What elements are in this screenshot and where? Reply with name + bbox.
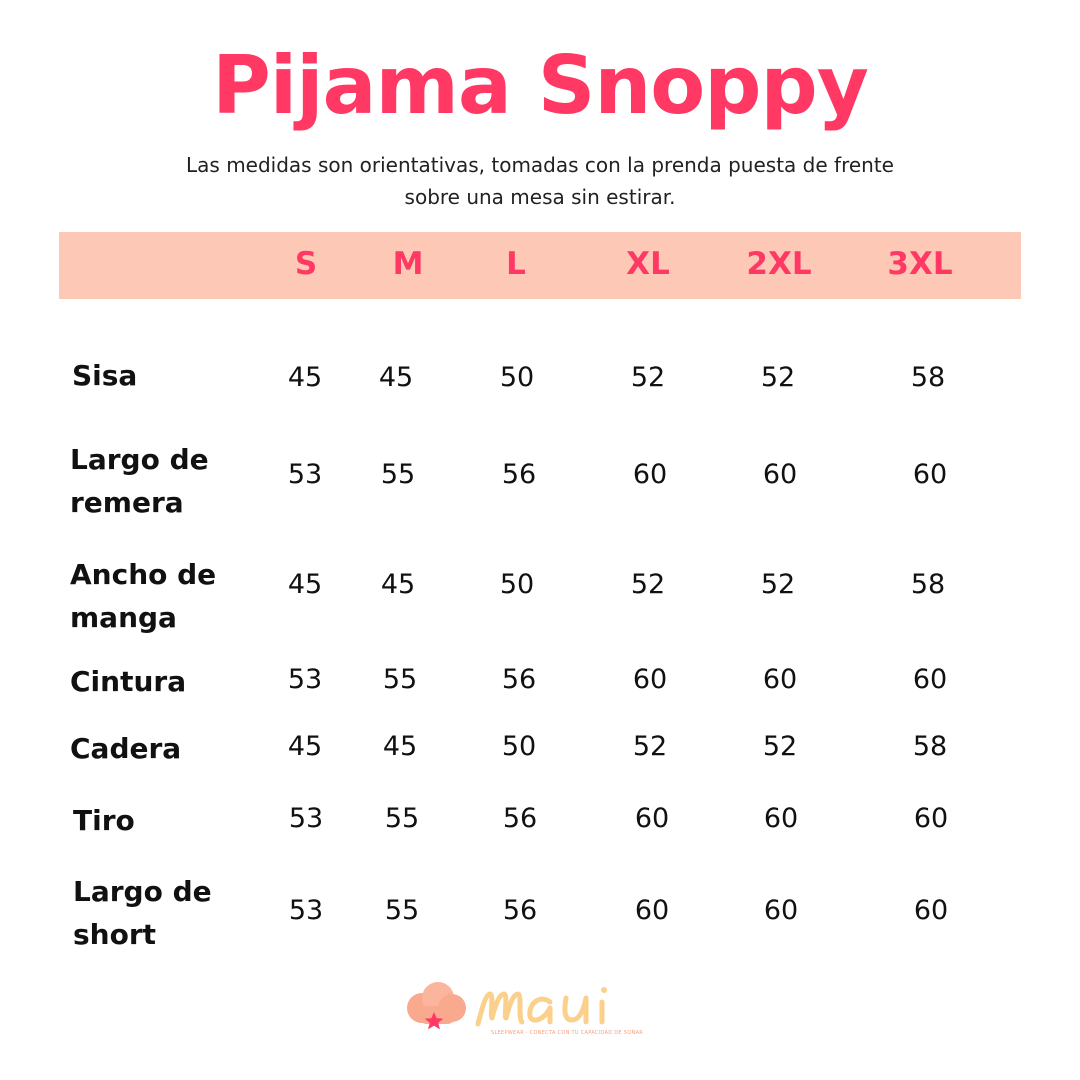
cell-largo-short-m: 55 bbox=[384, 895, 420, 926]
size-label-xl: XL bbox=[626, 246, 670, 282]
cell-sisa-l: 50 bbox=[499, 362, 535, 393]
cell-cadera-3xl: 58 bbox=[912, 731, 948, 762]
cell-ancho-manga-m: 45 bbox=[380, 569, 416, 600]
row-label-sisa: Sisa bbox=[72, 359, 138, 392]
subtitle-line-2: sobre una mesa sin estirar. bbox=[404, 185, 676, 209]
cell-tiro-l: 56 bbox=[502, 803, 538, 834]
cell-largo-short-xl: 60 bbox=[634, 895, 670, 926]
size-label-2xl: 2XL bbox=[746, 246, 812, 282]
cell-cintura-2xl: 60 bbox=[762, 664, 798, 695]
cell-sisa-m: 45 bbox=[378, 362, 414, 393]
cell-tiro-2xl: 60 bbox=[763, 803, 799, 834]
size-header-band bbox=[59, 232, 1021, 299]
cell-largo-short-l: 56 bbox=[502, 895, 538, 926]
cell-largo-remera-xl: 60 bbox=[632, 459, 668, 490]
size-label-s: S bbox=[294, 246, 318, 282]
row-label-cintura: Cintura bbox=[70, 665, 187, 698]
cell-tiro-3xl: 60 bbox=[913, 803, 949, 834]
page-title: Pijama Snoppy bbox=[212, 39, 868, 132]
subtitle bbox=[120, 149, 960, 213]
cell-cintura-s: 53 bbox=[287, 664, 323, 695]
cell-sisa-s: 45 bbox=[287, 362, 323, 393]
size-label-l: L bbox=[506, 246, 526, 282]
cell-sisa-3xl: 58 bbox=[910, 362, 946, 393]
cell-cadera-s: 45 bbox=[287, 731, 323, 762]
row-label-tiro: Tiro bbox=[73, 804, 135, 837]
row-label-cadera: Cadera bbox=[70, 732, 182, 765]
cell-ancho-manga-xl: 52 bbox=[630, 569, 666, 600]
size-label-m: M bbox=[392, 246, 424, 282]
cell-largo-remera-2xl: 60 bbox=[762, 459, 798, 490]
cell-largo-remera-l: 56 bbox=[501, 459, 537, 490]
cell-cadera-2xl: 52 bbox=[762, 731, 798, 762]
cell-largo-short-3xl: 60 bbox=[913, 895, 949, 926]
cell-ancho-manga-2xl: 52 bbox=[760, 569, 796, 600]
row-label-ancho-de-manga: Ancho de manga bbox=[70, 558, 217, 634]
cell-ancho-manga-l: 50 bbox=[499, 569, 535, 600]
size-label-3xl: 3XL bbox=[887, 246, 953, 282]
cell-tiro-xl: 60 bbox=[634, 803, 670, 834]
row-label-largo-de-remera: Largo de remera bbox=[70, 443, 209, 519]
cell-largo-short-2xl: 60 bbox=[763, 895, 799, 926]
cell-cadera-xl: 52 bbox=[632, 731, 668, 762]
logo-tagline: SLEEPWEAR · CONECTA CON TU CAPACIDAD DE SOÑAR bbox=[491, 1030, 643, 1036]
subtitle-line-1: Las medidas son orientativas, tomadas con la prenda puesta de frente bbox=[186, 153, 894, 177]
cell-tiro-s: 53 bbox=[288, 803, 324, 834]
brand-logo bbox=[404, 978, 680, 1042]
cell-largo-remera-s: 53 bbox=[287, 459, 323, 490]
cell-cadera-l: 50 bbox=[501, 731, 537, 762]
cell-largo-short-s: 53 bbox=[288, 895, 324, 926]
cell-sisa-xl: 52 bbox=[630, 362, 666, 393]
cell-cintura-m: 55 bbox=[382, 664, 418, 695]
cell-ancho-manga-3xl: 58 bbox=[910, 569, 946, 600]
cell-tiro-m: 55 bbox=[384, 803, 420, 834]
cell-cadera-m: 45 bbox=[382, 731, 418, 762]
cell-ancho-manga-s: 45 bbox=[287, 569, 323, 600]
cell-largo-remera-3xl: 60 bbox=[912, 459, 948, 490]
row-label-largo-de-short: Largo de short bbox=[73, 875, 212, 951]
cell-sisa-2xl: 52 bbox=[760, 362, 796, 393]
cell-largo-remera-m: 55 bbox=[380, 459, 416, 490]
cell-cintura-3xl: 60 bbox=[912, 664, 948, 695]
cell-cintura-l: 56 bbox=[501, 664, 537, 695]
cell-cintura-xl: 60 bbox=[632, 664, 668, 695]
